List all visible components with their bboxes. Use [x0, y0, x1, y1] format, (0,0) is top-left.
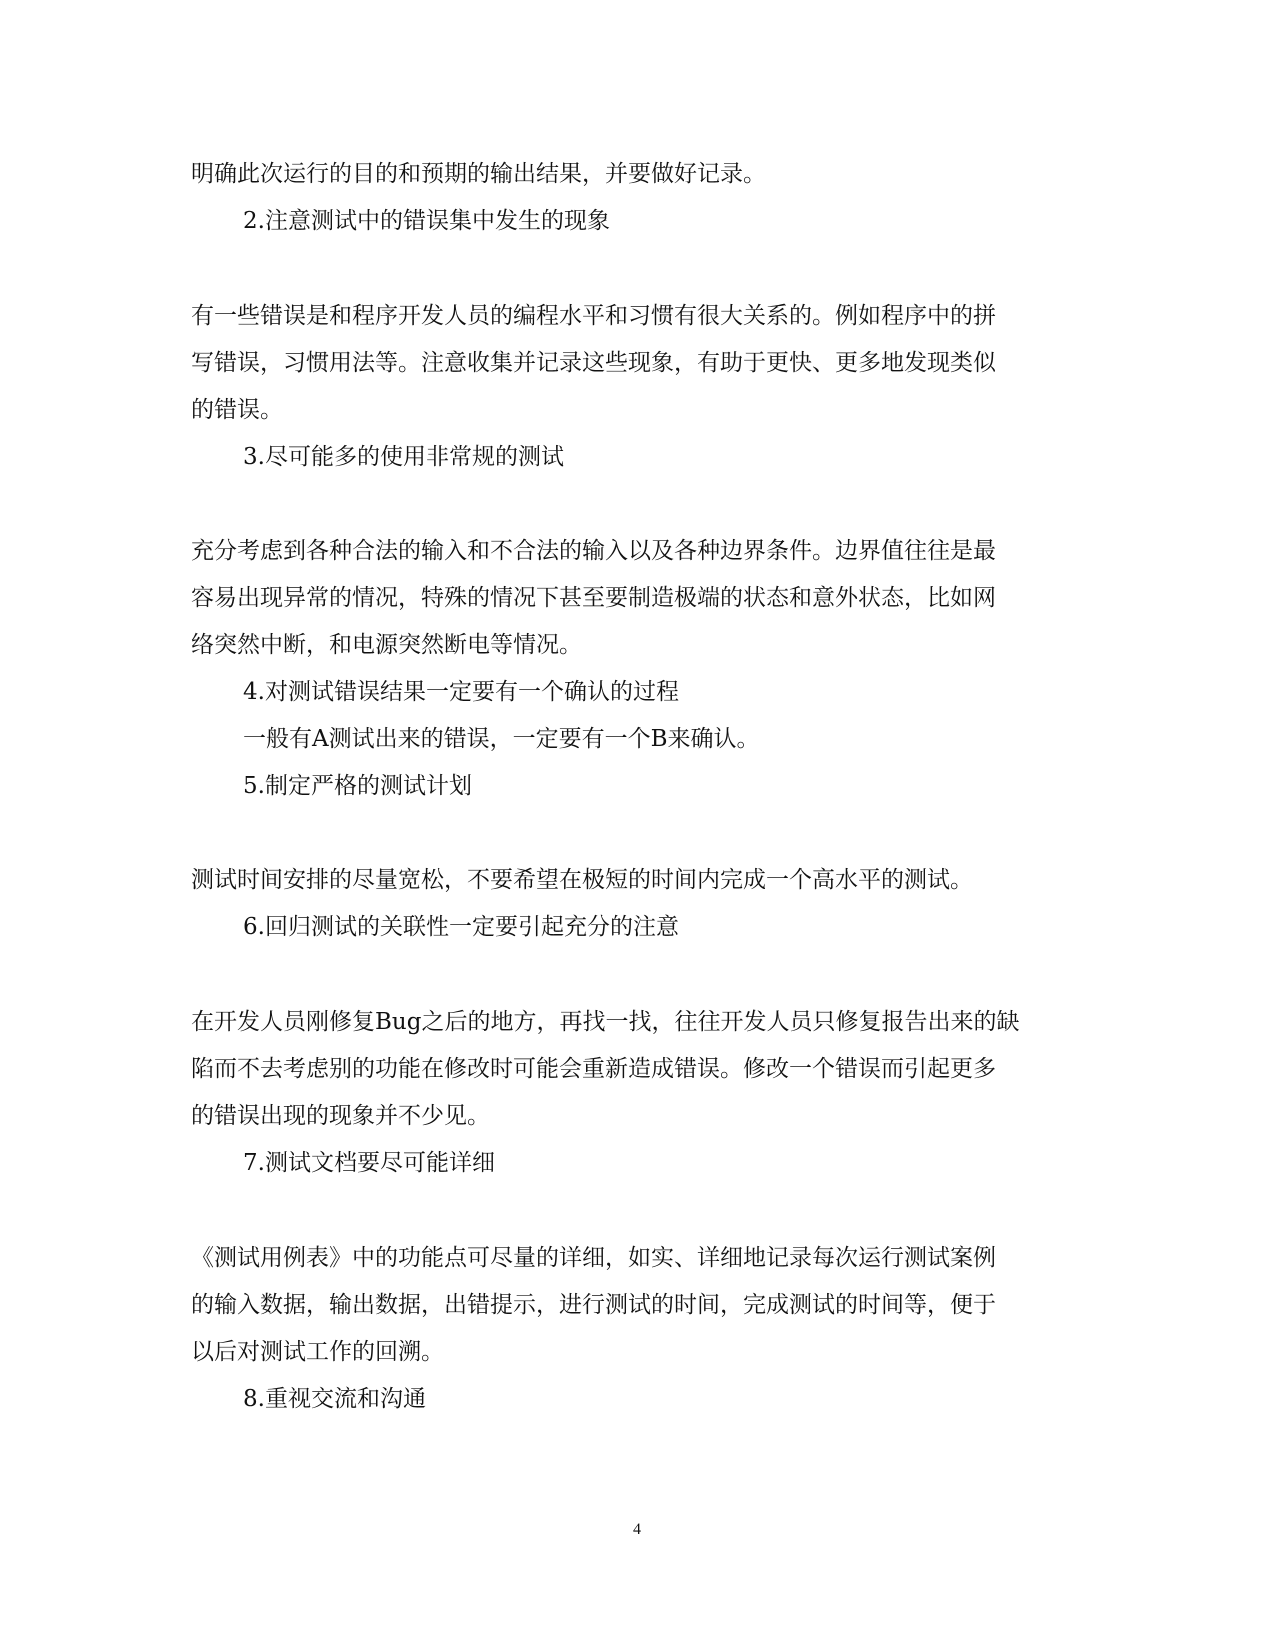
- section-heading: 5.制定严格的测试计划: [243, 773, 472, 799]
- section-heading: 7.测试文档要尽可能详细: [243, 1150, 495, 1176]
- section-heading: 6.回归测试的关联性一定要引起充分的注意: [243, 914, 679, 940]
- paragraph-line: 的错误出现的现象并不少见。: [191, 1103, 490, 1129]
- paragraph-line: 以后对测试工作的回溯。: [191, 1339, 444, 1365]
- section-heading: 4.对测试错误结果一定要有一个确认的过程: [243, 679, 679, 705]
- paragraph-line: 络突然中断，和电源突然断电等情况。: [191, 632, 582, 658]
- section-heading: 2.注意测试中的错误集中发生的现象: [243, 208, 610, 234]
- paragraph-line: 写错误，习惯用法等。注意收集并记录这些现象，有助于更快、更多地发现类似: [191, 350, 996, 376]
- section-heading: 8.重视交流和沟通: [243, 1386, 426, 1412]
- paragraph-line: 在开发人员刚修复Bug之后的地方，再找一找，往往开发人员只修复报告出来的缺: [191, 1009, 1020, 1035]
- paragraph-line: 《测试用例表》中的功能点可尽量的详细，如实、详细地记录每次运行测试案例: [191, 1245, 996, 1271]
- paragraph-line: 一般有A测试出来的错误，一定要有一个B来确认。: [243, 726, 760, 752]
- paragraph-line: 测试时间安排的尽量宽松，不要希望在极短的时间内完成一个高水平的测试。: [191, 867, 973, 893]
- section-heading: 3.尽可能多的使用非常规的测试: [243, 444, 564, 470]
- paragraph-line: 的输入数据，输出数据，出错提示，进行测试的时间，完成测试的时间等，便于: [191, 1292, 996, 1318]
- paragraph-line: 的错误。: [191, 397, 283, 423]
- paragraph-line: 充分考虑到各种合法的输入和不合法的输入以及各种边界条件。边界值往往是最: [191, 538, 996, 564]
- paragraph-line: 容易出现异常的情况，特殊的情况下甚至要制造极端的状态和意外状态，比如网: [191, 585, 996, 611]
- paragraph-line: 有一些错误是和程序开发人员的编程水平和习惯有很大关系的。例如程序中的拼: [191, 303, 996, 329]
- paragraph-line: 明确此次运行的目的和预期的输出结果，并要做好记录。: [191, 161, 766, 187]
- paragraph-line: 陷而不去考虑别的功能在修改时可能会重新造成错误。修改一个错误而引起更多: [191, 1056, 996, 1082]
- page-number: 4: [633, 1521, 641, 1538]
